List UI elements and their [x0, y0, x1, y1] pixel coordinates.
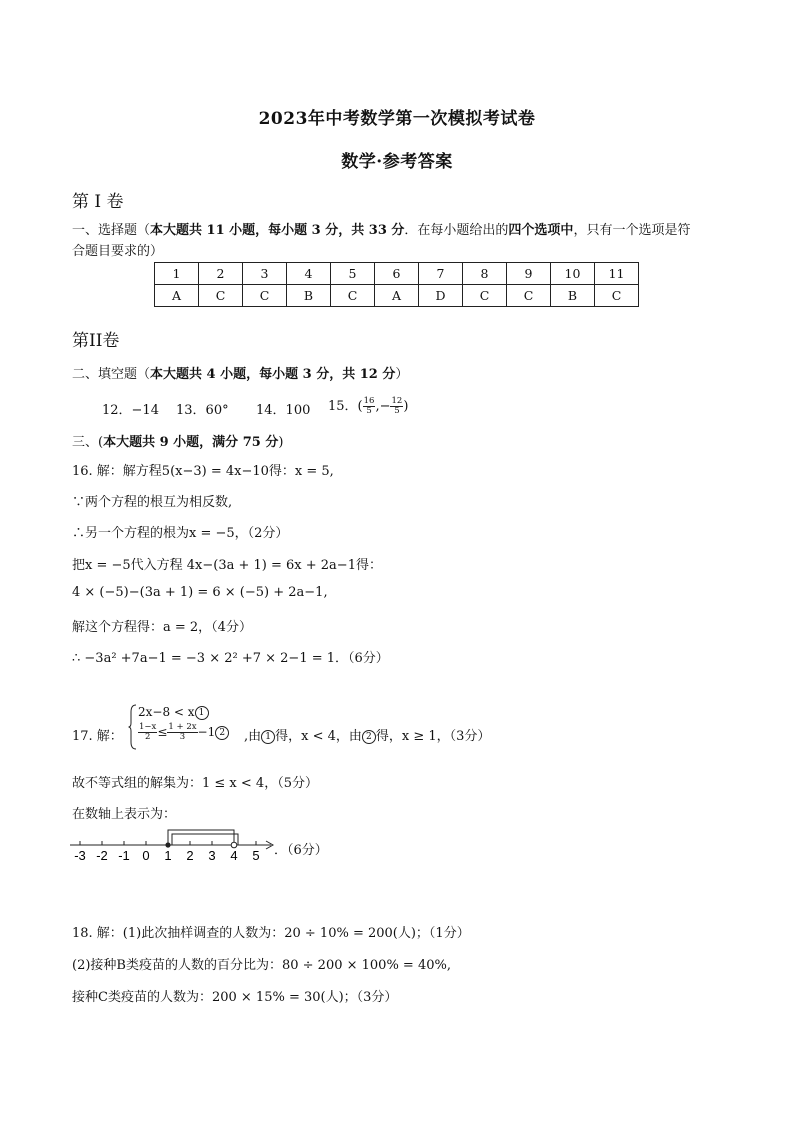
q16-line-4: 把x = −5代入方程 4x−(3a + 1) = 6x + 2a−1得： — [72, 558, 382, 573]
answer-table-number-row — [155, 263, 639, 285]
table-cell: C — [199, 285, 243, 307]
table-cell: C — [595, 285, 639, 307]
axis-label: 4 — [230, 848, 238, 863]
answer-table-answer-row — [155, 285, 639, 307]
q17-after-axis: ．（6分） — [274, 843, 328, 858]
choice-section-header — [72, 219, 690, 238]
q16-line-2: ∵两个方程的根互为相反数, — [72, 495, 233, 510]
q17-line-3: 在数轴上表示为： — [72, 807, 177, 822]
fraction-numerator: 12 — [391, 396, 403, 406]
volume-1-label: 第 I 卷 — [72, 192, 124, 212]
axis-label: -2 — [96, 848, 108, 863]
choice-tail: ，只有一个选项是符 — [573, 223, 691, 238]
q16-line-5: 4 × (−5)−(3a + 1) = 6 × (−5) + 2a−1, — [72, 585, 328, 600]
table-cell: 2 — [199, 263, 243, 285]
table-cell: B — [551, 285, 595, 307]
fill-answer-15 — [328, 395, 408, 416]
table-cell: C — [463, 285, 507, 307]
axis-label: -1 — [118, 848, 130, 863]
q16-line-6: 解这个方程得：a = 2，（4分） — [72, 620, 252, 635]
solution-bracket-lower — [172, 834, 238, 845]
fill-answer-14: 14．100 — [256, 403, 311, 418]
q16-line-3: ∴另一个方程的根为x = −5，（2分） — [72, 526, 289, 541]
section-3-header — [72, 431, 283, 450]
table-cell: C — [331, 285, 375, 307]
choice-bold: 本大题共 11 小题，每小题 3 分，共 33 分 — [150, 223, 405, 238]
table-cell: C — [507, 285, 551, 307]
table-cell: 7 — [419, 263, 463, 285]
table-cell: 11 — [595, 263, 639, 285]
fraction — [390, 397, 403, 416]
table-cell: 9 — [507, 263, 551, 285]
q17-after-c: 得，x ≥ 1，（3分） — [375, 729, 491, 744]
table-cell: A — [375, 285, 419, 307]
fraction-numerator: 1 + 2x — [168, 722, 197, 732]
circled-number-1: 1 — [261, 730, 275, 744]
axis-label: 1 — [164, 848, 172, 863]
axis-label: -3 — [74, 848, 86, 863]
fraction — [138, 723, 157, 742]
table-cell: 5 — [331, 263, 375, 285]
closed-endpoint — [165, 842, 170, 847]
table-cell: 1 — [155, 263, 199, 285]
circled-number-2: 2 — [362, 730, 376, 744]
axis-label: 0 — [142, 848, 150, 863]
circled-number-1: 1 — [195, 706, 209, 720]
fill-bold: 本大题共 4 小题，每小题 3 分，共 12 分 — [150, 367, 396, 382]
q17-after-a: ,由 — [244, 729, 262, 744]
fraction — [167, 723, 197, 742]
ineq2-le: ≤ — [157, 725, 168, 739]
choice-bold2: 四个选项中 — [508, 223, 574, 238]
section3-prefix: 三、( — [72, 435, 104, 450]
page-subtitle: 数学·参考答案 — [341, 152, 453, 172]
axis-label: 2 — [186, 848, 194, 863]
fill-prefix: 二、填空题（ — [72, 367, 151, 382]
table-cell: C — [243, 285, 287, 307]
axis-label: 5 — [252, 848, 260, 863]
fraction-denominator: 5 — [366, 406, 372, 416]
q18-line-1: 18. 解：(1)此次抽样调查的人数为：20 ÷ 10% = 200(人)；（1分） — [72, 926, 470, 941]
page-title: 2023年中考数学第一次模拟考试卷 — [258, 109, 536, 129]
fill-section-header — [72, 363, 408, 382]
fraction-numerator: 1−x — [139, 722, 157, 732]
ineq2-tail: −1 — [197, 725, 216, 739]
choice-section-line2: 合题目要求的） — [72, 244, 164, 259]
choice-prefix: 一、选择题（ — [72, 223, 151, 238]
inequality-1 — [138, 705, 209, 720]
table-cell: A — [155, 285, 199, 307]
fill-suffix: ） — [395, 367, 409, 382]
q18-line-2: (2)接种B类疫苗的人数的百分比为：80 ÷ 200 × 100% = 40%, — [72, 958, 451, 973]
table-cell: 8 — [463, 263, 507, 285]
q17-conclusion — [244, 725, 490, 744]
q17-label: 17. 解： — [72, 729, 123, 744]
axis-label: 3 — [208, 848, 216, 863]
ineq1-text: 2x−8 < x — [138, 705, 195, 719]
q16-line-1: 16. 解：解方程5(x−3) = 4x−10得：x = 5, — [72, 464, 334, 479]
q17-after-b: 得，x < 4，由 — [275, 729, 362, 744]
number-line — [66, 826, 286, 866]
fraction-numerator: 16 — [363, 396, 375, 406]
fraction — [363, 397, 376, 416]
system-brace — [128, 704, 138, 750]
choice-mid: ．在每小题给出的 — [404, 223, 509, 238]
table-cell: D — [419, 285, 463, 307]
fraction-denominator: 3 — [179, 732, 186, 742]
fill15-suffix: ) — [403, 399, 409, 414]
table-cell: 3 — [243, 263, 287, 285]
fill15-prefix: 15．( — [328, 399, 363, 414]
table-cell: 10 — [551, 263, 595, 285]
fill-answer-12: 12．−14 — [102, 403, 159, 418]
section3-bold: 本大题共 9 小题，满分 75 分 — [103, 435, 279, 450]
volume-2-label: 第II卷 — [72, 331, 120, 351]
answer-table — [154, 262, 639, 307]
q17-line-2: 故不等式组的解集为：1 ≤ x < 4，（5分） — [72, 776, 318, 791]
circled-number-2: 2 — [215, 726, 229, 740]
table-cell: 4 — [287, 263, 331, 285]
q18-line-3: 接种C类疫苗的人数为：200 × 15% = 30(人)；（3分） — [72, 990, 398, 1005]
table-cell: 6 — [375, 263, 419, 285]
fill15-mid: ,− — [375, 399, 391, 414]
solution-bracket-upper — [168, 830, 234, 845]
fraction-denominator: 5 — [394, 406, 400, 416]
fill-answer-13: 13．60° — [176, 403, 229, 418]
open-endpoint — [231, 842, 237, 848]
section3-suffix: ) — [278, 435, 284, 450]
inequality-2 — [138, 723, 229, 742]
q16-line-7: ∴ −3a² +7a−1 = −3 × 2² +7 × 2−1 = 1．（6分） — [72, 651, 389, 666]
fraction-denominator: 2 — [144, 732, 151, 742]
table-cell: B — [287, 285, 331, 307]
